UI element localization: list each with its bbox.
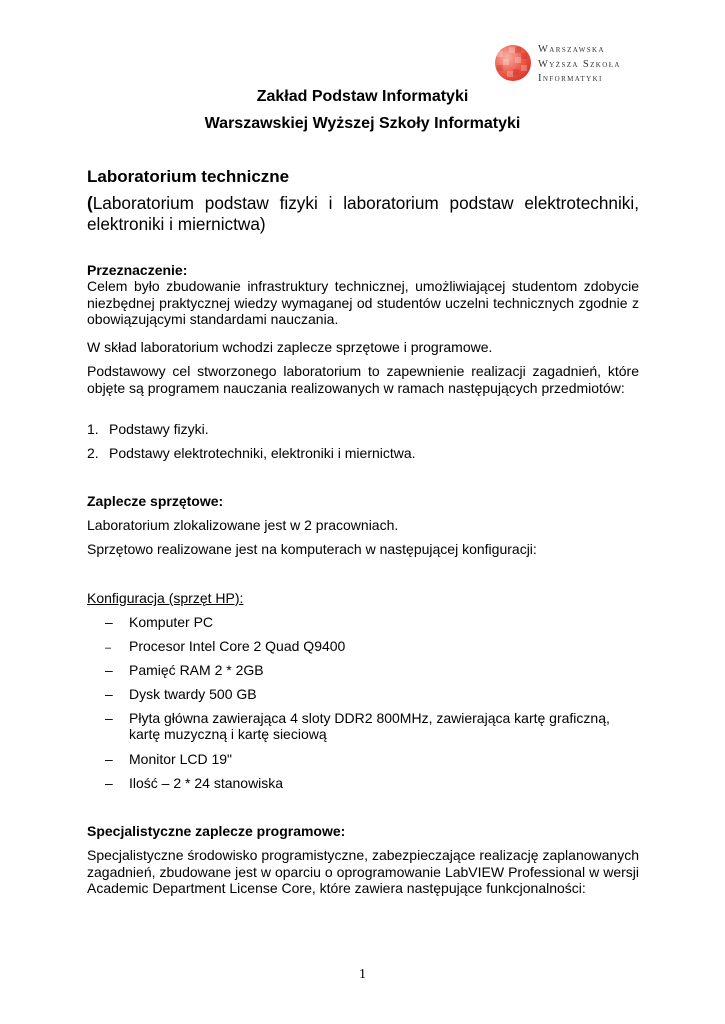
config-item-5-text: Płyta główna zawierająca 4 sloty DDR2 800MHz, zawierająca kartę graficzną, kartę muzyczną i kartę sieciową	[129, 710, 610, 742]
logo-mosaic-icon	[493, 43, 533, 83]
config-item-4-text: Dysk twardy 500 GB	[129, 686, 257, 702]
config-item-4	[105, 686, 257, 702]
config-item-5	[105, 710, 639, 742]
hardware-paragraph-1: Laboratorium zlokalizowane jest w 2 pracowniach.	[87, 517, 399, 533]
hardware-heading: Zaplecze sprzętowe:	[87, 493, 224, 509]
config-item-1	[105, 614, 213, 630]
lab-subtitle-paren: (	[87, 193, 93, 213]
logo-line-2: Wyższa Szkoła	[538, 58, 621, 70]
list-dash: –	[105, 662, 113, 678]
list-dash: –	[105, 775, 113, 791]
logo-wordmark	[538, 43, 621, 87]
config-item-3-text: Pamięć RAM 2 * 2GB	[129, 662, 264, 678]
subject-item-1-text: Podstawy fizyki.	[109, 421, 209, 437]
config-item-2	[105, 638, 345, 654]
lab-subtitle-text: Laboratorium podstaw fizyki i laboratorium podstaw elektrotechniki, elektroniki i miernictwa)	[87, 193, 639, 234]
purpose-paragraph-2: W skład laboratorium wchodzi zaplecze sprzętowe i programowe.	[87, 339, 493, 355]
config-item-6-text: Monitor LCD 19"	[129, 751, 233, 767]
config-item-2-text: Procesor Intel Core 2 Quad Q9400	[129, 638, 346, 654]
config-item-1-text: Komputer PC	[129, 614, 214, 630]
subject-item-2-text: Podstawy elektrotechniki, elektroniki i miernictwa.	[109, 445, 416, 461]
page-number: 1	[359, 967, 366, 982]
lab-subtitle	[87, 193, 639, 235]
list-dash: –	[105, 751, 113, 767]
header-line-2: Warszawskiej Wyższej Szkoły Informatyki	[204, 115, 521, 132]
logo-line-1: Warszawska	[538, 44, 605, 55]
lab-title: Laboratorium techniczne	[87, 167, 290, 186]
university-logo	[493, 43, 633, 85]
list-dash: –	[105, 614, 113, 630]
config-item-3	[105, 662, 264, 678]
purpose-paragraph-3: Podstawowy cel stworzonego laboratorium to zapewnienie realizacji zagadnień, które objęte są programem nauczania realizowanych w ramach następujących przedmiotów:	[87, 363, 639, 396]
software-heading: Specjalistyczne zaplecze programowe:	[87, 823, 346, 839]
software-paragraph-1: Specjalistyczne środowisko programistyczne, zabezpieczające realizację zaplanowanych zagadnień, zbudowane jest w oparciu o oprogramowanie LabVIEW Professional w wersji Academic Department License Core, które zawiera następujące funkcjonalności:	[87, 847, 639, 896]
header-line-1: Zakład Podstaw Informatyki	[256, 88, 469, 105]
config-label: Konfiguracja (sprzęt HP):	[87, 590, 244, 606]
purpose-heading: Przeznaczenie:	[87, 262, 188, 278]
subject-item-2	[87, 445, 416, 461]
purpose-paragraph-1: Celem było zbudowanie infrastruktury technicznej, umożliwiającej studentom zdobycie niezbędnej praktycznej wiedzy wymaganej od studentów uczelni technicznych zgodnie z obowiązującymi standardami nauczania.	[87, 278, 639, 327]
config-item-6	[105, 751, 232, 767]
list-dash: –	[105, 686, 113, 702]
subject-item-2-number: 2.	[87, 445, 99, 461]
hardware-paragraph-2: Sprzętowo realizowane jest na komputerach w następującej konfiguracji:	[87, 541, 537, 557]
config-item-7	[105, 775, 283, 791]
list-dash: –	[105, 642, 112, 654]
subject-item-1-number: 1.	[87, 421, 99, 437]
logo-line-3: Informatyki	[538, 73, 603, 84]
config-item-7-text: Ilość – 2 * 24 stanowiska	[129, 775, 284, 791]
list-dash: –	[105, 710, 113, 726]
subject-item-1	[87, 421, 209, 437]
